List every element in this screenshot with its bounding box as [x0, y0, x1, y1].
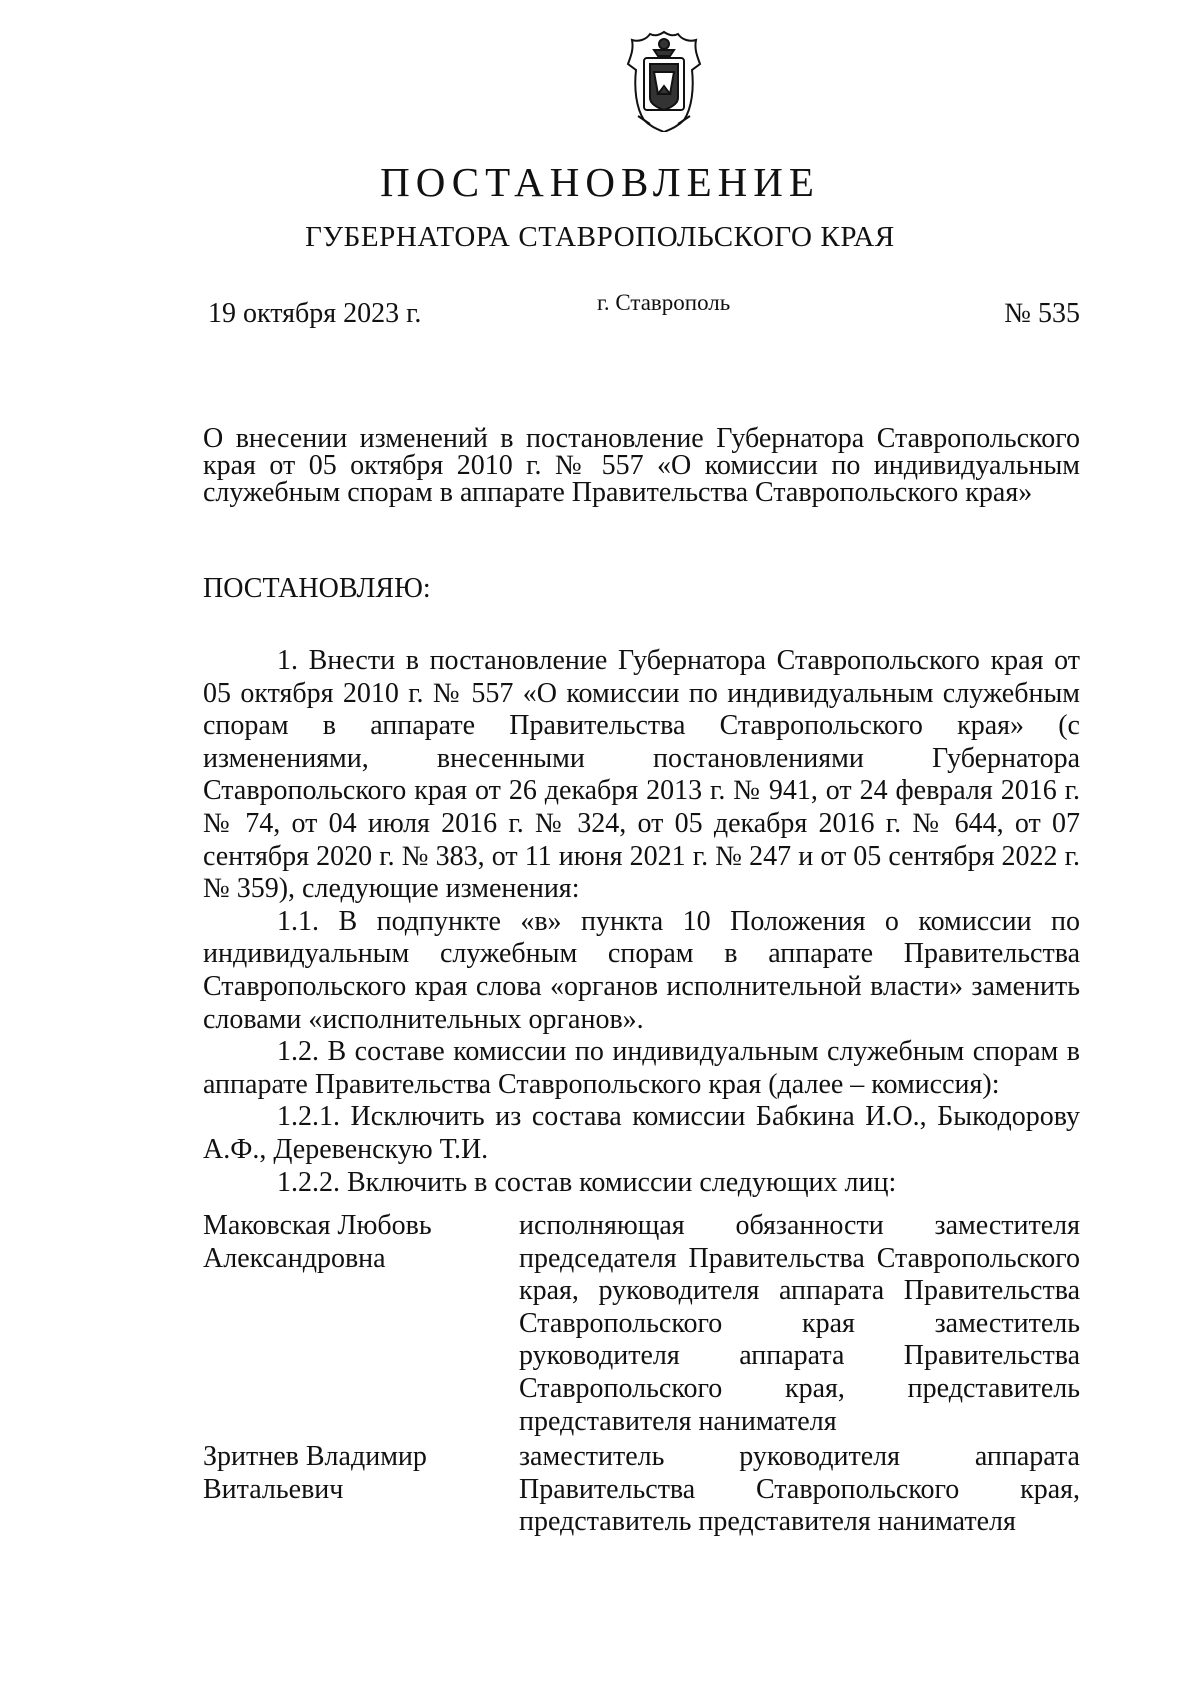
- paragraph-1-2-1: 1.2.1. Исключить из состава комиссии Бабкина И.О., Быкодорову А.Ф., Деревенскую Т.И.: [203, 1101, 1080, 1165]
- paragraph-1: 1. Внести в постановление Губернатора Ставропольского края от 05 октября 2010 г. № 557 «О комиссии по индивидуальным служебным спорам в аппарате Правительства Ставропольского края» (с изменениями, внесенными постановлениями Губернатора Ставропольского края от 26 декабря 2013 г. № 941, от 24 февраля 2016 г. № 74, от 04 июля 2016 г. № 324, от 05 декабря 2016 г. № 644, от 07 сентября 2020 г. № 383, от 11 июня 2021 г. № 247 и от 05 сентября 2022 г. № 359), следующие изменения:: [203, 645, 1080, 905]
- paragraph-1-1: 1.1. В подпункте «в» пункта 10 Положения о комиссии по индивидуальным служебным спорам в аппарате Правительства Ставропольского края слова «органов исполнительной власти» заменить словами «исполнительных органов».: [203, 905, 1080, 1035]
- document-city: г. Ставрополь: [597, 290, 731, 315]
- member-role: исполняющая обязанности заместителя председателя Правительства Ставропольского края, руководителя аппарата Правительства Ставропольского края заместитель руководителя аппарата Правительства Ставропольского края, представитель представителя нанимателя: [519, 1210, 1080, 1437]
- document-title: ПОСТАНОВЛЕНИЕ: [380, 159, 820, 205]
- paragraph-1-2: 1.2. В составе комиссии по индивидуальным служебным спорам в аппарате Правительства Ставропольского края (далее – комиссия):: [203, 1036, 1080, 1100]
- member-surname-name: Зритнев Владимир: [203, 1441, 427, 1472]
- document-issuer: ГУБЕРНАТОРА СТАВРОПОЛЬСКОГО КРАЯ: [305, 221, 895, 253]
- member-role: заместитель руководителя аппарата Правительства Ставропольского края, представитель представителя нанимателя: [519, 1441, 1080, 1538]
- coat-of-arms-emblem: [624, 28, 704, 132]
- document-heading: О внесении изменений в постановление Губернатора Ставропольского края от 05 октября 2010 г. № 557 «О комиссии по индивидуальным служебным спорам в аппарате Правительства Ставропольского края»: [203, 423, 1080, 508]
- document-body: [203, 645, 1080, 1199]
- member-name: [203, 1441, 503, 1506]
- document-date: 19 октября 2023 г.: [208, 298, 422, 329]
- member-name: [203, 1210, 503, 1275]
- paragraph-1-2-2: 1.2.2. Включить в состав комиссии следующих лиц:: [277, 1166, 897, 1198]
- resolve-keyword: ПОСТАНОВЛЯЮ:: [203, 573, 431, 604]
- member-surname-name: Маковская Любовь: [203, 1210, 432, 1241]
- member-patronymic: Витальевич: [203, 1473, 344, 1505]
- document-number: № 535: [1004, 298, 1080, 329]
- member-patronymic: Александровна: [203, 1242, 386, 1274]
